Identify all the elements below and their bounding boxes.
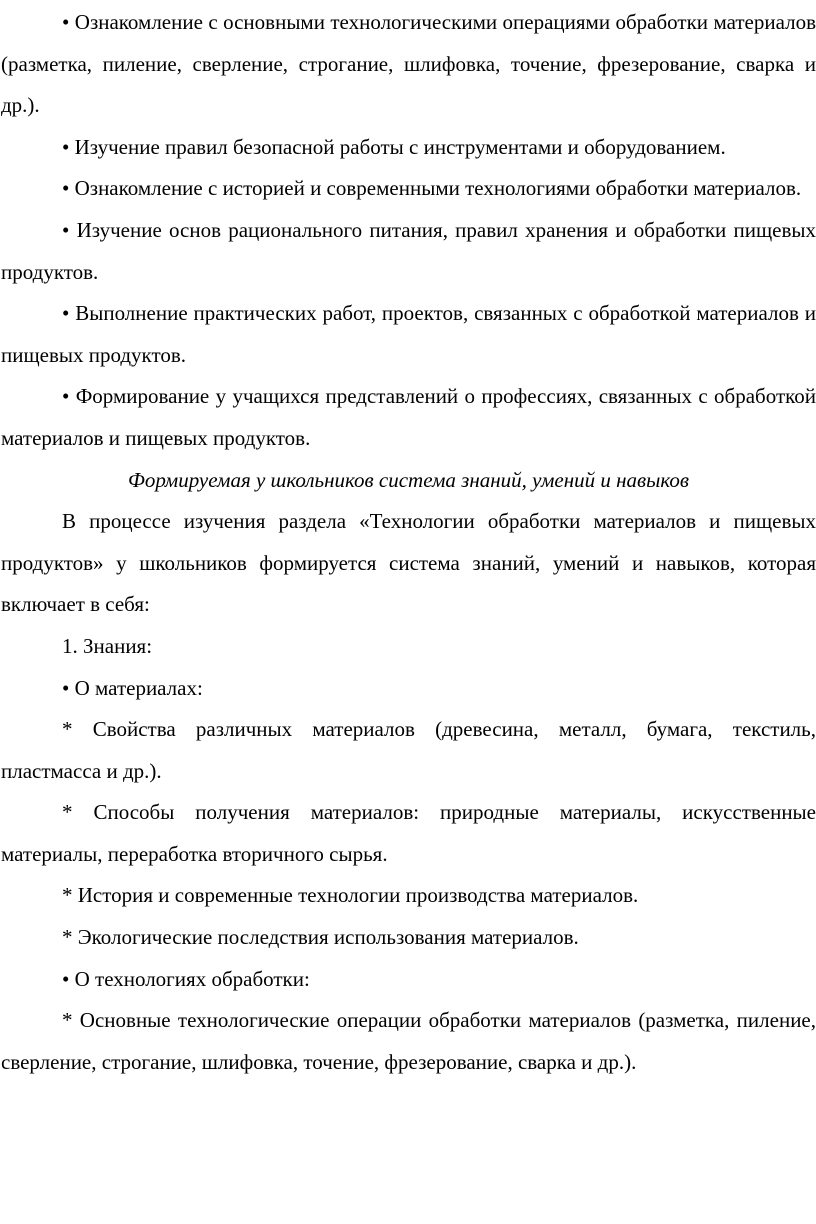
paragraph-safety: • Изучение правил безопасной работы с инструментами и оборудованием. (62, 134, 726, 159)
list-item-ecology: * Экологические последствия использования материалов. (62, 925, 579, 950)
list-item-about-materials: • О материалах: (62, 675, 203, 700)
list-item-material-production: * Способы получения материалов: природные материалы, искусственные материалы, переработка вторичного сырья. (1, 800, 816, 866)
paragraph-professions: • Формирование у учащихся представлений о профессиях, связанных с обработкой материалов и пищевых продуктов. (1, 384, 816, 450)
intro-paragraph: В процессе изучения раздела «Технологии обработки материалов и пищевых продуктов» у школьников формируется система знаний, умений и навыков, которая включает в себя: (1, 509, 816, 617)
document-page (0, 2, 816, 1083)
paragraph-operations: • Ознакомление с основными технологическими операциями обработки материалов (разметка, пиление, сверление, строгание, шлифовка, точение, фрезерование, сварка и др.). (1, 10, 816, 118)
paragraph-history: • Ознакомление с историей и современными технологиями обработки материалов. (62, 176, 802, 201)
list-item-knowledge: 1. Знания: (62, 633, 153, 658)
list-item-basic-operations: * Основные технологические операции обработки материалов (разметка, пиление, сверление, строгание, шлифовка, точение, фрезерование, сварка и др.). (1, 1008, 816, 1074)
paragraph-practical-work: • Выполнение практических работ, проектов, связанных с обработкой материалов и пищевых продуктов. (1, 301, 816, 367)
list-item-about-technologies: • О технологиях обработки: (62, 966, 310, 991)
paragraph-nutrition: • Изучение основ рационального питания, правил хранения и обработки пищевых продуктов. (1, 217, 816, 284)
list-item-material-properties: * Свойства различных материалов (древесина, металл, бумага, текстиль, пластмасса и др.). (1, 717, 816, 783)
section-heading: Формируемая у школьников система знаний, умений и навыков (127, 467, 690, 492)
list-item-material-history: * История и современные технологии производства материалов. (62, 883, 639, 908)
